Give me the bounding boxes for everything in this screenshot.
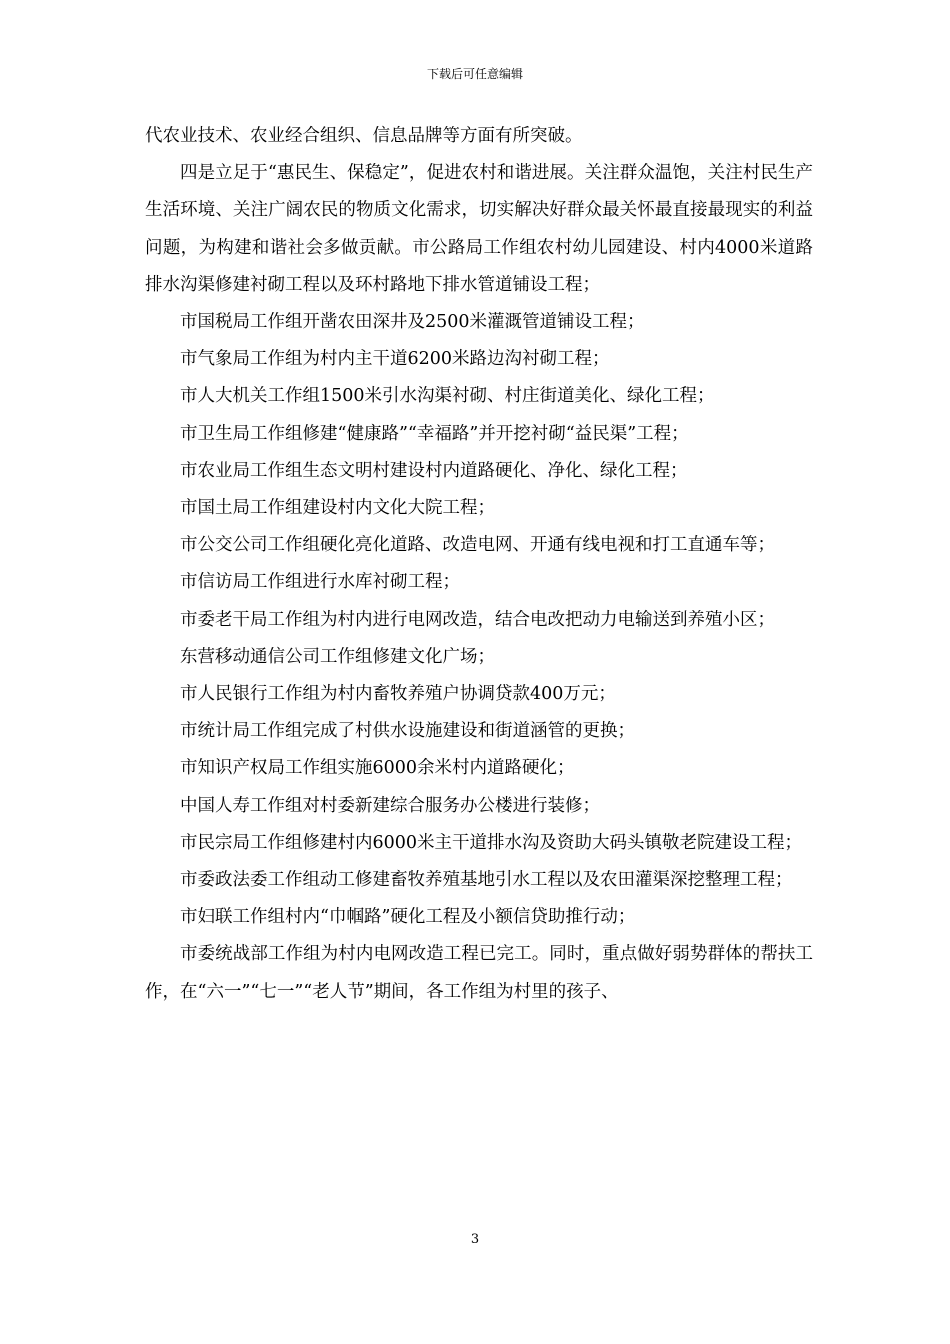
paragraph: 市公交公司工作组硬化亮化道路、改造电网、开通有线电视和打工直通车等；: [180, 535, 775, 556]
paragraph: 四是立足于“惠民生、保稳定”，促进农村和谐进展。关注群众温饱，关注村民生产生活环境、关注广阔农民的物质文化需求，切实解决好群众最关怀最直接最现实的利益问题，为构建和谐社会多做贡献。市公路局工作组农村幼儿园建设、村内4000米道路排水沟渠修建衬砌工程以及环村路地下排水管道铺设工程；: [145, 163, 813, 295]
paragraph: 市统计局工作组完成了村供水设施建设和街道涵管的更换；: [180, 721, 635, 742]
paragraph: 市人民银行工作组为村内畜牧养殖户协调贷款400万元；: [180, 684, 616, 705]
paragraph: 市知识产权局工作组实施6000余米村内道路硬化；: [180, 758, 575, 779]
paragraph: 代农业技术、农业经合组织、信息品牌等方面有所突破。: [145, 126, 583, 146]
paragraph: 市农业局工作组生态文明村建设村内道路硬化、净化、绿化工程；: [180, 460, 688, 481]
paragraph: 市卫生局工作组修建“健康路”“幸福路”并开挖衬砌“益民渠”工程；: [180, 423, 689, 444]
header-note: 下载后可任意编辑: [426, 67, 523, 81]
paragraph: 市人大机关工作组1500米引水沟渠衬砌、村庄街道美化、绿化工程；: [180, 386, 715, 407]
paragraph: 市国税局工作组开凿农田深井及2500米灌溉管道铺设工程；: [180, 312, 645, 333]
paragraph: 市国土局工作组建设村内文化大院工程；: [180, 498, 495, 519]
paragraph: 市信访局工作组进行水库衬砌工程；: [180, 572, 460, 593]
paragraph: 市委统战部工作组为村内电网改造工程已完工。同时，重点做好弱势群体的帮扶工作，在“六一”“七一”“老人节”期间，各工作组为村里的孩子、: [145, 944, 813, 1002]
paragraph: 市委老干局工作组为村内进行电网改造，结合电改把动力电输送到养殖小区；: [180, 609, 775, 630]
paragraph: 中国人寿工作组对村委新建综合服务办公楼进行装修；: [180, 795, 600, 816]
paragraph: 市气象局工作组为村内主干道6200米路边沟衬砌工程；: [180, 349, 610, 370]
paragraph: 东营移动通信公司工作组修建文化广场；: [180, 646, 495, 667]
paragraph: 市委政法委工作组动工修建畜牧养殖基地引水工程以及农田灌渠深挖整理工程；: [180, 870, 793, 891]
paragraph: 市民宗局工作组修建村内6000米主干道排水沟及资助大码头镇敬老院建设工程；: [180, 832, 803, 853]
body-text: [145, 118, 813, 1011]
page-number: 3: [470, 1232, 480, 1247]
paragraph: 市妇联工作组村内“巾帼路”硬化工程及小额信贷助推行动；: [180, 907, 636, 928]
